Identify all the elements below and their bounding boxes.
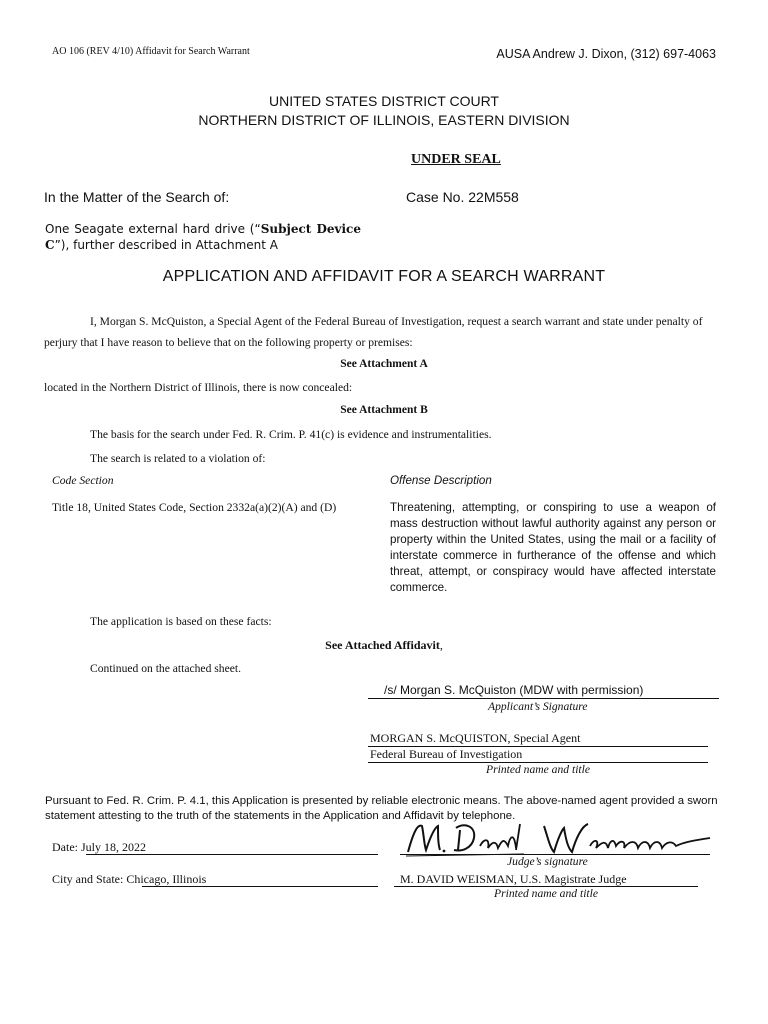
continued-statement: Continued on the attached sheet. — [90, 662, 241, 675]
applicant-signature-line — [368, 698, 719, 699]
pursuant-paragraph: Pursuant to Fed. R. Crim. P. 4.1, this Application is presented by reliable electronic means. The above-named agent provided a sworn statement attesting to the truth of the statements in the Application and Affidavit by telephone. — [45, 795, 718, 822]
document-title: APPLICATION AND AFFIDAVIT FOR A SEARCH WARRANT — [162, 268, 606, 285]
basis-statement: The basis for the search under Fed. R. Crim. P. 41(c) is evidence and instrumentalities. — [90, 428, 492, 441]
code-section-header: Code Section — [52, 474, 114, 487]
court-district: NORTHERN DISTRICT OF ILLINOIS, EASTERN DIVISION — [198, 112, 570, 128]
attachment-b-label: See Attachment B — [340, 404, 428, 416]
date-line — [86, 854, 378, 855]
judge-name: M. DAVID WEISMAN, U.S. Magistrate Judge — [400, 872, 627, 886]
facts-statement: The application is based on these facts: — [90, 615, 272, 628]
court-name: UNITED STATES DISTRICT COURT — [269, 93, 499, 109]
form-identifier: AO 106 (REV 4/10) Affidavit for Search Warrant — [52, 46, 250, 57]
applicant-signature-label: Applicant’s Signature — [488, 700, 588, 713]
intro-paragraph: I, Morgan S. McQuiston, a Special Agent of the Federal Bureau of Investigation, request a search warrant and state under penalty of perjury that I have reason to believe that on the following property or premises: — [44, 315, 703, 349]
under-seal-label: UNDER SEAL — [411, 152, 501, 167]
city-state-line — [142, 886, 378, 887]
judge-printed-label: Printed name and title — [494, 887, 599, 900]
attached-affidavit-comma: , — [439, 638, 443, 652]
device-suffix: ”), further described in Attachment A — [54, 238, 278, 252]
location-statement: located in the Northern District of Illinois, there is now concealed: — [44, 381, 353, 394]
applicant-printed-label: Printed name and title — [486, 763, 591, 776]
attached-affidavit-text: See Attached Affidavit — [325, 638, 440, 652]
date-field — [52, 840, 146, 855]
offense-description-value: Threatening, attempting, or conspiring to use a weapon of mass destruction without lawful authority against any person or property within the United States, using the mail or a facility of interstate commerce in furtherance of the offense and which threat, attempt, or conspiracy would have affected interstate commerce. — [390, 501, 716, 594]
offense-description-header: Offense Description — [390, 474, 492, 487]
case-number: Case No. 22M558 — [406, 189, 519, 205]
code-section-value: Title 18, United States Code, Section 2332a(a)(2)(A) and (D) — [52, 501, 337, 514]
date-value: July 18, 2022 — [81, 840, 147, 854]
violation-statement: The search is related to a violation of: — [90, 452, 266, 465]
subject-device-description — [45, 221, 361, 253]
attached-affidavit-label — [0, 638, 768, 653]
matter-label: In the Matter of the Search of: — [44, 189, 230, 205]
attachment-a-label: See Attachment A — [340, 358, 428, 370]
device-prefix: One Seagate external hard drive (“ — [45, 222, 261, 236]
applicant-signature: /s/ Morgan S. McQuiston (MDW with permission) — [384, 683, 644, 697]
applicant-agency: Federal Bureau of Investigation — [370, 747, 523, 761]
city-state-value: Chicago, Illinois — [126, 872, 207, 886]
date-label: Date: — [52, 840, 78, 854]
ausa-contact: AUSA Andrew J. Dixon, (312) 697-4063 — [496, 47, 716, 61]
applicant-name: MORGAN S. McQUISTON, Special Agent — [370, 731, 581, 745]
city-state-field — [52, 872, 206, 887]
judge-signature-label: Judge’s signature — [507, 855, 588, 868]
city-state-label: City and State: — [52, 872, 124, 886]
device-name: Subject Device C — [45, 222, 361, 252]
